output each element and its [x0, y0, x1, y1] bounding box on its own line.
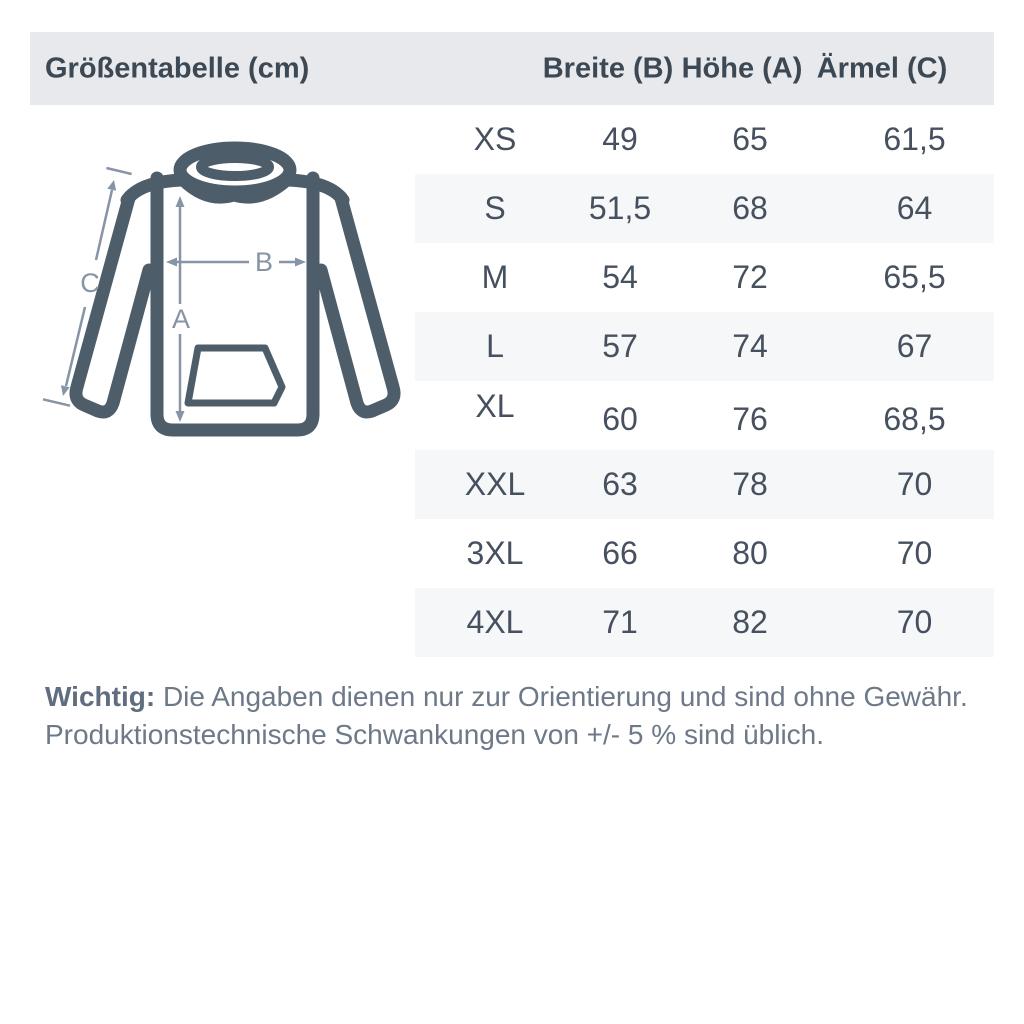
- breite-value: 71: [602, 604, 638, 640]
- column-header-hoehe: Höhe (A): [681, 52, 803, 84]
- label-B: B: [254, 247, 274, 277]
- size-label: 3XL: [466, 535, 524, 571]
- aermel-value: 67: [896, 328, 933, 364]
- size-label: XL: [475, 388, 515, 424]
- breite-value: 57: [602, 328, 638, 364]
- table-row: [415, 519, 994, 588]
- breite-value: 63: [602, 466, 638, 502]
- aermel-value: 68,5: [883, 401, 946, 437]
- label-C: C: [80, 268, 100, 298]
- aermel-value: 70: [896, 604, 933, 640]
- page-title: Größentabelle (cm): [45, 52, 310, 84]
- breite-value: 60: [602, 401, 638, 437]
- breite-value: 51,5: [588, 190, 652, 226]
- label-A: A: [171, 304, 191, 334]
- hoehe-value: 80: [732, 535, 768, 571]
- size-label: 4XL: [466, 604, 524, 640]
- footer-note: [45, 678, 975, 754]
- aermel-value: 65,5: [883, 259, 946, 295]
- hoehe-value: 74: [732, 328, 768, 364]
- breite-value: 49: [602, 121, 638, 157]
- table-row: [415, 243, 994, 312]
- table-row: [415, 381, 994, 450]
- table-row: [415, 105, 994, 174]
- kangaroo-pocket: [188, 348, 282, 403]
- hoehe-value: 72: [732, 259, 768, 295]
- table-row: [415, 588, 994, 657]
- column-header-breite: Breite (B): [542, 52, 674, 84]
- hoodie-drawing: [30, 120, 410, 470]
- hood-inner-ring: [201, 158, 269, 176]
- size-label: S: [484, 190, 506, 226]
- hoehe-value: 76: [732, 401, 768, 437]
- hoehe-value: 68: [732, 190, 768, 226]
- table-row: [415, 450, 994, 519]
- size-table-rows: [415, 105, 994, 657]
- aermel-value: 61,5: [883, 121, 946, 157]
- column-header-aermel: Ärmel (C): [816, 52, 948, 84]
- right-sleeve-outline: [321, 198, 394, 412]
- size-label: XS: [473, 121, 517, 157]
- footer-note-prefix: Wichtig:: [45, 681, 156, 712]
- table-header-bar: [30, 32, 994, 105]
- size-label: M: [481, 259, 509, 295]
- size-label: XXL: [464, 466, 526, 502]
- breite-value: 54: [602, 259, 638, 295]
- hoodie-measurement-diagram: [30, 120, 410, 470]
- table-row: [415, 174, 994, 243]
- hoehe-value: 78: [732, 466, 768, 502]
- aermel-value: 70: [896, 466, 933, 502]
- footer-note-line1: Die Angaben dienen nur zur Orientierung und sind ohne Gewähr.: [155, 681, 968, 712]
- size-label: L: [486, 328, 504, 364]
- aermel-value: 64: [896, 190, 933, 226]
- left-sleeve-outline: [76, 198, 149, 412]
- footer-note-line2: Produktionstechnische Schwankungen von +/- 5 % sind üblich.: [45, 719, 825, 750]
- hoehe-value: 82: [732, 604, 768, 640]
- aermel-value: 70: [896, 535, 933, 571]
- table-row: [415, 312, 994, 381]
- hoehe-value: 65: [732, 121, 768, 157]
- breite-value: 66: [602, 535, 638, 571]
